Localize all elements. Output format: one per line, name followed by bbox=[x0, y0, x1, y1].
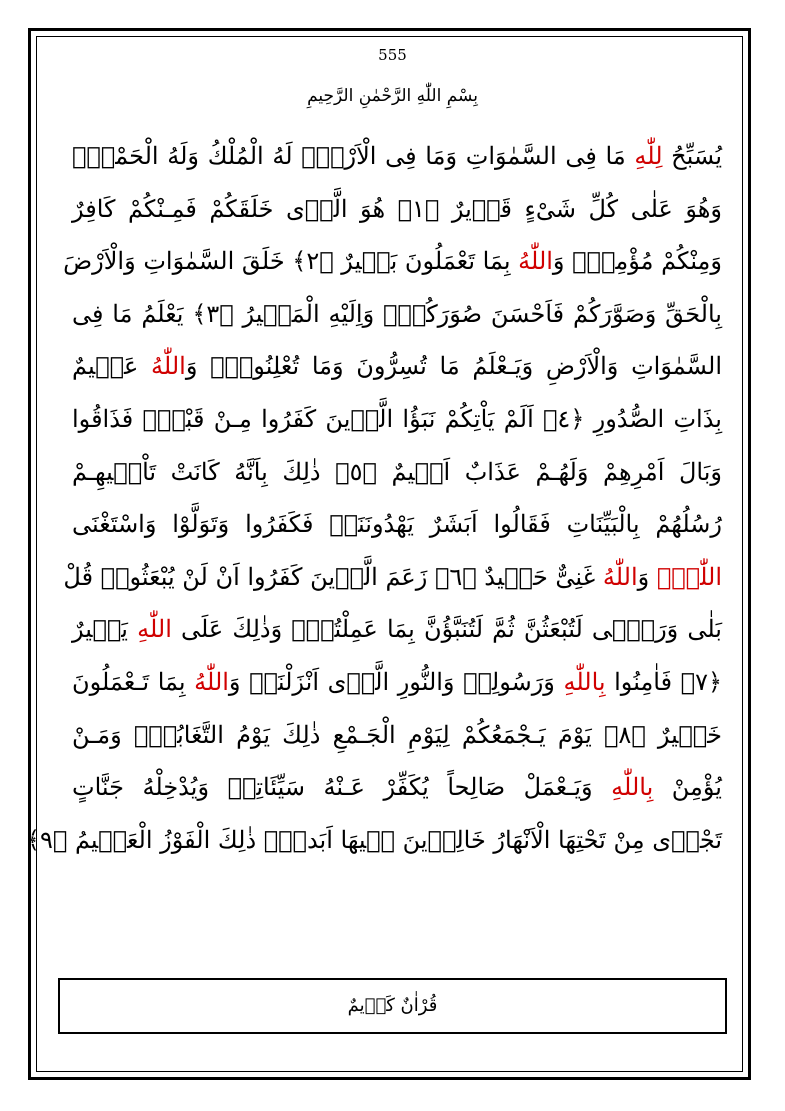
footer-title-box bbox=[58, 978, 727, 1034]
text-line: السَّمٰوَاتِ وَالْاَرْضِ وَيَـعْلَمُ مَا تُسِرُّونَ وَمَا تُعْلِنُونَۜ وَاللّٰهُ عَلٖيمٌ bbox=[72, 352, 722, 381]
text-line: يُؤْمِنْ بِاللّٰهِ وَيَـعْمَلْ صَالِحاً يُكَفِّرْ عَـنْهُ سَيِّئَاتِهٖ وَيُدْخِلْهُ جَنَّاتٍ bbox=[72, 773, 722, 802]
text-line: تَجْرٖى مِنْ تَحْتِهَا الْاَنْهَارُ خَالِدٖينَ فٖيهَا اَبَداًۜ ذٰلِكَ الْفَوْزُ الْعَظٖيمُ ﴿٩﴾ bbox=[25, 825, 722, 854]
basmala: بِسْمِ اللّٰهِ الرَّحْمٰنِ الرَّحِيمِ bbox=[307, 86, 478, 106]
text-line: بِالْحَقِّ وَصَوَّرَكُمْ فَاَحْسَنَ صُوَرَكُمْۚ وَاِلَيْهِ الْمَصٖيرُ ﴿٣﴾ يَعْلَمُ مَا فِى bbox=[72, 299, 722, 328]
quran-text-block bbox=[25, 130, 723, 866]
divine-name-highlight: اللّٰهُ bbox=[602, 562, 638, 591]
text-line: رُسُلُهُمْ بِالْبَيِّنَاتِ فَقَالُوا اَبَشَرٌ يَهْدُونَنَاۘ فَكَفَرُوا وَتَوَلَّوْا وَاسْتَغْنَى bbox=[72, 510, 722, 539]
text-line: خَبٖيرٌ ﴿٨﴾ يَوْمَ يَـجْمَعُكُمْ لِيَوْمِ الْجَـمْعِ ذٰلِكَ يَوْمُ التَّغَابُنِۜ وَمَـنْ bbox=[72, 720, 723, 749]
divine-name-highlight: اللّٰهُ bbox=[518, 247, 553, 276]
divine-name-highlight: لِلّٰهِ bbox=[634, 142, 663, 170]
text-line: وَهُوَ عَلٰى كُلِّ شَىْءٍ قَدٖيرٌ ﴿١﴾ هُوَ الَّذٖى خَلَقَكُمْ فَمِـنْكُمْ كَافِرٌ bbox=[72, 194, 722, 223]
divine-name-highlight: اللّٰهُ bbox=[151, 352, 186, 381]
divine-name-highlight: اللّٰهُ bbox=[194, 667, 229, 696]
divine-name-highlight: بِاللّٰهِ bbox=[563, 667, 606, 696]
text-line: وَمِنْكُمْ مُؤْمِنٌۜ وَاللّٰهُ بِمَا تَعْمَلُونَ بَصٖيرٌ ﴿٢﴾ خَلَقَ السَّمٰوَاتِ وَالْاَرْضَ bbox=[63, 247, 722, 276]
text-line: اللّٰهُۜ وَاللّٰهُ غَنِىٌّ حَمٖيدٌ ﴿٦﴾ زَعَمَ الَّذٖينَ كَفَرُوا اَنْ لَنْ يُبْعَثُواۜ قُلْ bbox=[63, 562, 722, 591]
footer-title: قُرْاٰنٌ كَرٖيمٌ bbox=[347, 995, 438, 1016]
divine-name-highlight: اللّٰهِ bbox=[137, 615, 172, 644]
text-line: بَلٰى وَرَبّٖى لَتُبْعَثُنَّ ثُمَّ لَتُنَبَّؤُنَّ بِمَا عَمِلْتُمْۜ وَذٰلِكَ عَلَى اللّٰهِ يَسٖيرٌ bbox=[72, 615, 722, 644]
text-line: يُسَبِّحُ لِلّٰهِ مَا فِى السَّمٰوَاتِ وَمَا فِى الْاَرْضِۚ لَهُ الْمُلْكُ وَلَهُ الْحَمْدُۘ bbox=[72, 142, 723, 170]
divine-name-highlight: بِاللّٰهِ bbox=[611, 773, 654, 802]
text-line: بِذَاتِ الصُّدُورِ ﴿٤﴾ اَلَمْ يَاْتِكُمْ نَبَؤُا الَّذٖينَ كَفَرُوا مِـنْ قَبْلُۘ فَذَاقُوا bbox=[72, 404, 722, 433]
page-number: 555 bbox=[378, 46, 407, 64]
text-line: ﴿٧﴾ فَاٰمِنُوا بِاللّٰهِ وَرَسُولِهٖ وَالنُّورِ الَّذٖى اَنْزَلْنَاۜ وَاللّٰهُ بِمَا تَـعْمَلُونَ bbox=[72, 667, 723, 696]
divine-name-highlight: اللّٰهُ bbox=[656, 562, 722, 591]
text-line: وَبَالَ اَمْرِهِمْ وَلَهُـمْ عَذَابٌ اَلٖيمٌ ﴿٥﴾ ذٰلِكَ بِاَنَّهُ كَانَتْ تَاْتٖيهِـمْ bbox=[72, 457, 723, 486]
